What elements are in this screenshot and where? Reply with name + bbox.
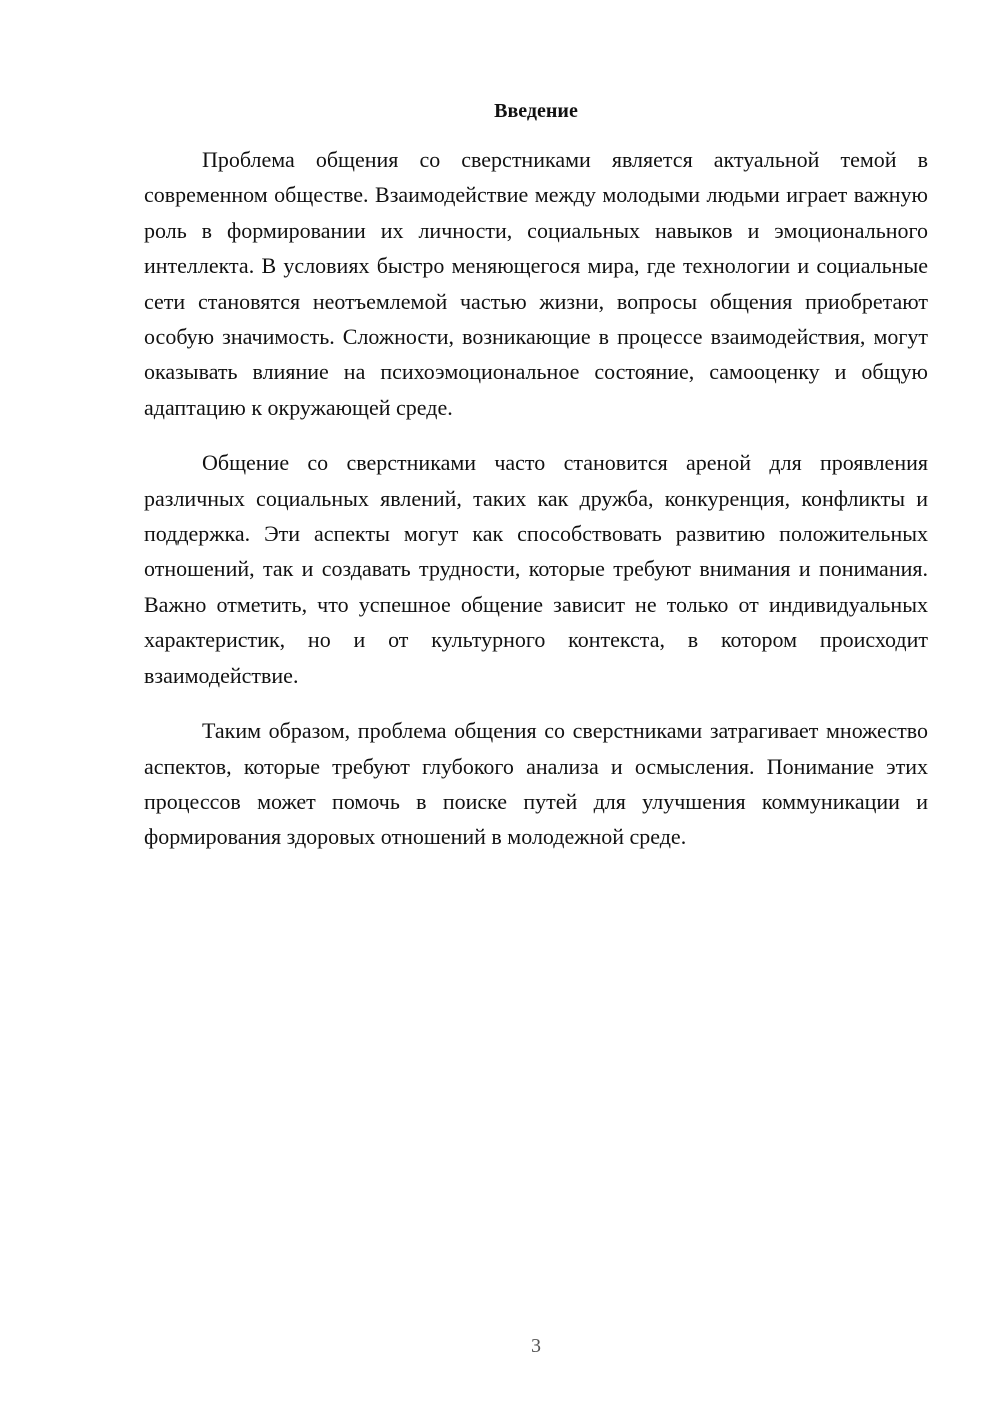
paragraph-2: Общение со сверстниками часто становится ареной для проявления различных социальных явлений, таких как дружба, конкуренция, конфликты и поддержка. Эти аспекты могут как способствовать развитию положительных отношений, так и создавать трудности, которые требуют внимания и понимания. Важно отметить, что успешное общение зависит не только от индивидуальных характеристик, но и от культурного контекста, в котором происходит взаимодействие.	[144, 450, 928, 688]
section-heading: Введение	[494, 100, 578, 122]
page-number: 3	[531, 1335, 541, 1357]
paragraph-3: Таким образом, проблема общения со сверстниками затрагивает множество аспектов, которые требуют глубокого анализа и осмысления. Понимание этих процессов может помочь в поиске путей для улучшения коммуникации и формирования здоровых отношений в молодежной среде.	[144, 718, 928, 850]
paragraph-1: Проблема общения со сверстниками является актуальной темой в современном обществе. Взаимодействие между молодыми людьми играет важную роль в формировании их личности, социальных навыков и эмоционального интеллекта. В условиях быстро меняющегося мира, где технологии и социальные сети становятся неотъемлемой частью жизни, вопросы общения приобретают особую значимость. Сложности, возникающие в процессе взаимодействия, могут оказывать влияние на психоэмоциональное состояние, самооценку и общую адаптацию к окружающей среде.	[144, 147, 928, 420]
body-text	[144, 142, 928, 875]
